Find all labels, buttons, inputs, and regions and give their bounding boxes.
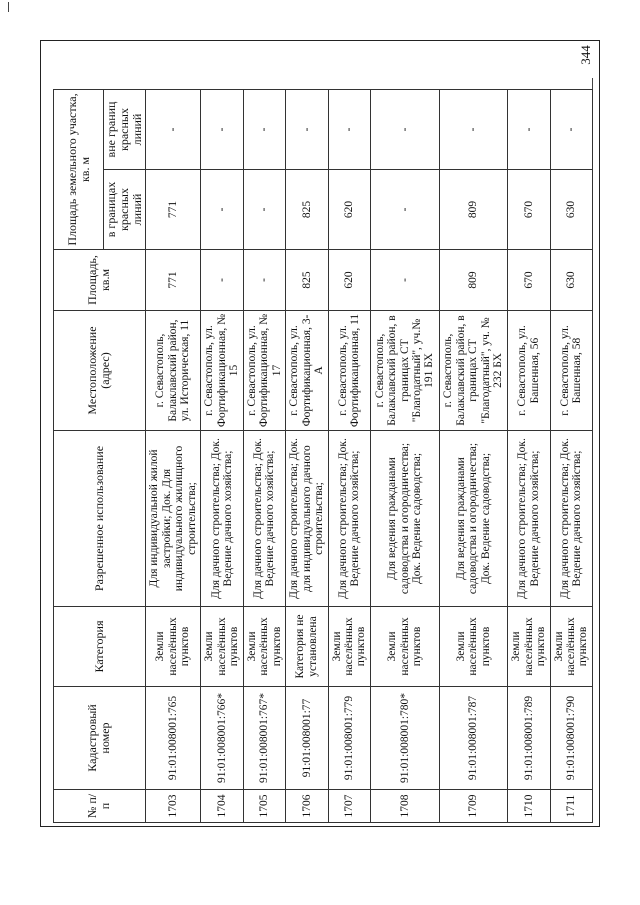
row-number: 1710: [508, 790, 550, 823]
permitted-use: Для дачного строительства; Док. для индивидуального дачного строительства;: [286, 431, 328, 607]
header-area: Площадь, кв.м: [54, 250, 146, 311]
area-within: 620: [328, 170, 370, 250]
area-outside: -: [328, 89, 370, 169]
cadastral-number: 91:01:008001:787: [439, 687, 508, 790]
row-number: 1705: [243, 790, 285, 823]
location: г. Севастополь, ул. Фортификационная, 3-А: [286, 311, 328, 431]
location: г. Севастополь, Балаклавский район, в границах СТ "Благодатный", уч. № 232 БХ: [439, 311, 508, 431]
area-within: -: [370, 170, 439, 250]
row-number: 1709: [439, 790, 508, 823]
cadastral-number: 91:01:008001:766*: [201, 687, 243, 790]
row-number: 1703: [145, 790, 200, 823]
permitted-use: Для дачного строительства; Док. Ведение дачного хозяйства;: [201, 431, 243, 607]
row-number: 1704: [201, 790, 243, 823]
cadastral-number: 91:01:008001:767*: [243, 687, 285, 790]
category: Земли населённых пунктов: [550, 607, 592, 687]
cadastral-number: 91:01:008001:780*: [370, 687, 439, 790]
area: 825: [286, 250, 328, 311]
area: 630: [550, 250, 592, 311]
category: Земли населённых пунктов: [328, 607, 370, 687]
area: -: [201, 250, 243, 311]
header-category: Категория: [54, 607, 146, 687]
header-cadastral: Кадастровый номер: [54, 687, 146, 790]
cadastral-number: 91:01:008001:779: [328, 687, 370, 790]
category: Земли населённых пунктов: [370, 607, 439, 687]
permitted-use: Для ведения гражданами садоводства и огородничества; Док. Ведение садоводства;: [370, 431, 439, 607]
header-area-group: Площадь земельного участка, кв. м: [54, 89, 104, 249]
area-outside: -: [439, 89, 508, 169]
area-outside: -: [286, 89, 328, 169]
category: Земли населённых пунктов: [439, 607, 508, 687]
area-outside: -: [243, 89, 285, 169]
header-within: в границах красных линий: [104, 170, 146, 250]
area-outside: -: [508, 89, 550, 169]
row-number: 1711: [550, 790, 592, 823]
area-within: 630: [550, 170, 592, 250]
cadastral-number: 91:01:008001:789: [508, 687, 550, 790]
row-number: 1708: [370, 790, 439, 823]
area-within: -: [243, 170, 285, 250]
location: г. Севастополь, ул. Башенная, 56: [508, 311, 550, 431]
category: Земли населённых пунктов: [243, 607, 285, 687]
header-location: Местоположение (адрес): [54, 311, 146, 431]
area-within: 771: [145, 170, 200, 250]
cadastral-number: 91:01:008001:790: [550, 687, 592, 790]
cadastral-number: 91:01:008001:77: [286, 687, 328, 790]
page-number: 344: [578, 45, 593, 65]
permitted-use: Для дачного строительства; Док. Ведение дачного хозяйства;: [508, 431, 550, 607]
table-row: [370, 89, 439, 822]
table-row: [508, 89, 550, 822]
cadastral-number: 91:01:008001:765: [145, 687, 200, 790]
table-row: [201, 89, 243, 822]
area: 771: [145, 250, 200, 311]
rotated-table-wrapper: [53, 90, 593, 823]
area-within: 825: [286, 170, 328, 250]
scan-mark: [8, 2, 9, 12]
header-num: № п/п: [54, 790, 146, 823]
area-outside: -: [550, 89, 592, 169]
land-plots-table: [53, 89, 593, 823]
table-row: [145, 89, 200, 822]
table-row: [328, 89, 370, 822]
area: -: [370, 250, 439, 311]
location: г. Севастополь, ул. Фортификационная, 11: [328, 311, 370, 431]
area-outside: -: [145, 89, 200, 169]
table-row: [439, 89, 508, 822]
table-row: [550, 89, 592, 822]
permitted-use: Для дачного строительства; Док. Ведение дачного хозяйства;: [550, 431, 592, 607]
category: Земли населённых пунктов: [201, 607, 243, 687]
location: г. Севастополь, Балаклавский район, в границах СТ "Благодатный", уч.№ 191 БХ: [370, 311, 439, 431]
permitted-use: Для ведения гражданами садоводства и огородничества; Док. Ведение садоводства;: [439, 431, 508, 607]
area-within: -: [201, 170, 243, 250]
area: 809: [439, 250, 508, 311]
permitted-use: Для дачного строительства; Док. Ведение дачного хозяйства;: [328, 431, 370, 607]
header-outside: вне границ красных линий: [104, 89, 146, 169]
row-number: 1707: [328, 790, 370, 823]
area: -: [243, 250, 285, 311]
area-within: 809: [439, 170, 508, 250]
area: 670: [508, 250, 550, 311]
location: г. Севастополь, ул. Фортификационная, № 17: [243, 311, 285, 431]
header-use: Разрешенное использование: [54, 431, 146, 607]
category: Категория не установлена: [286, 607, 328, 687]
area-within: 670: [508, 170, 550, 250]
permitted-use: Для дачного строительства; Док. Ведение дачного хозяйства;: [243, 431, 285, 607]
location: г. Севастополь, ул. Фортификационная, № 15: [201, 311, 243, 431]
area-outside: -: [201, 89, 243, 169]
row-number: 1706: [286, 790, 328, 823]
category: Земли населённых пунктов: [508, 607, 550, 687]
category: Земли населённых пунктов: [145, 607, 200, 687]
permitted-use: Для индивидуальной жилой застройки; Док. Для индивидуального жилищного строительства;: [145, 431, 200, 607]
location: г. Севастополь, Балаклавский район, ул. Историческая, 11: [145, 311, 200, 431]
area-outside: -: [370, 89, 439, 169]
table-row: [286, 89, 328, 822]
table-row: [243, 89, 285, 822]
table-body: [145, 89, 592, 822]
location: г. Севастополь, ул. Башенная, 58: [550, 311, 592, 431]
area: 620: [328, 250, 370, 311]
